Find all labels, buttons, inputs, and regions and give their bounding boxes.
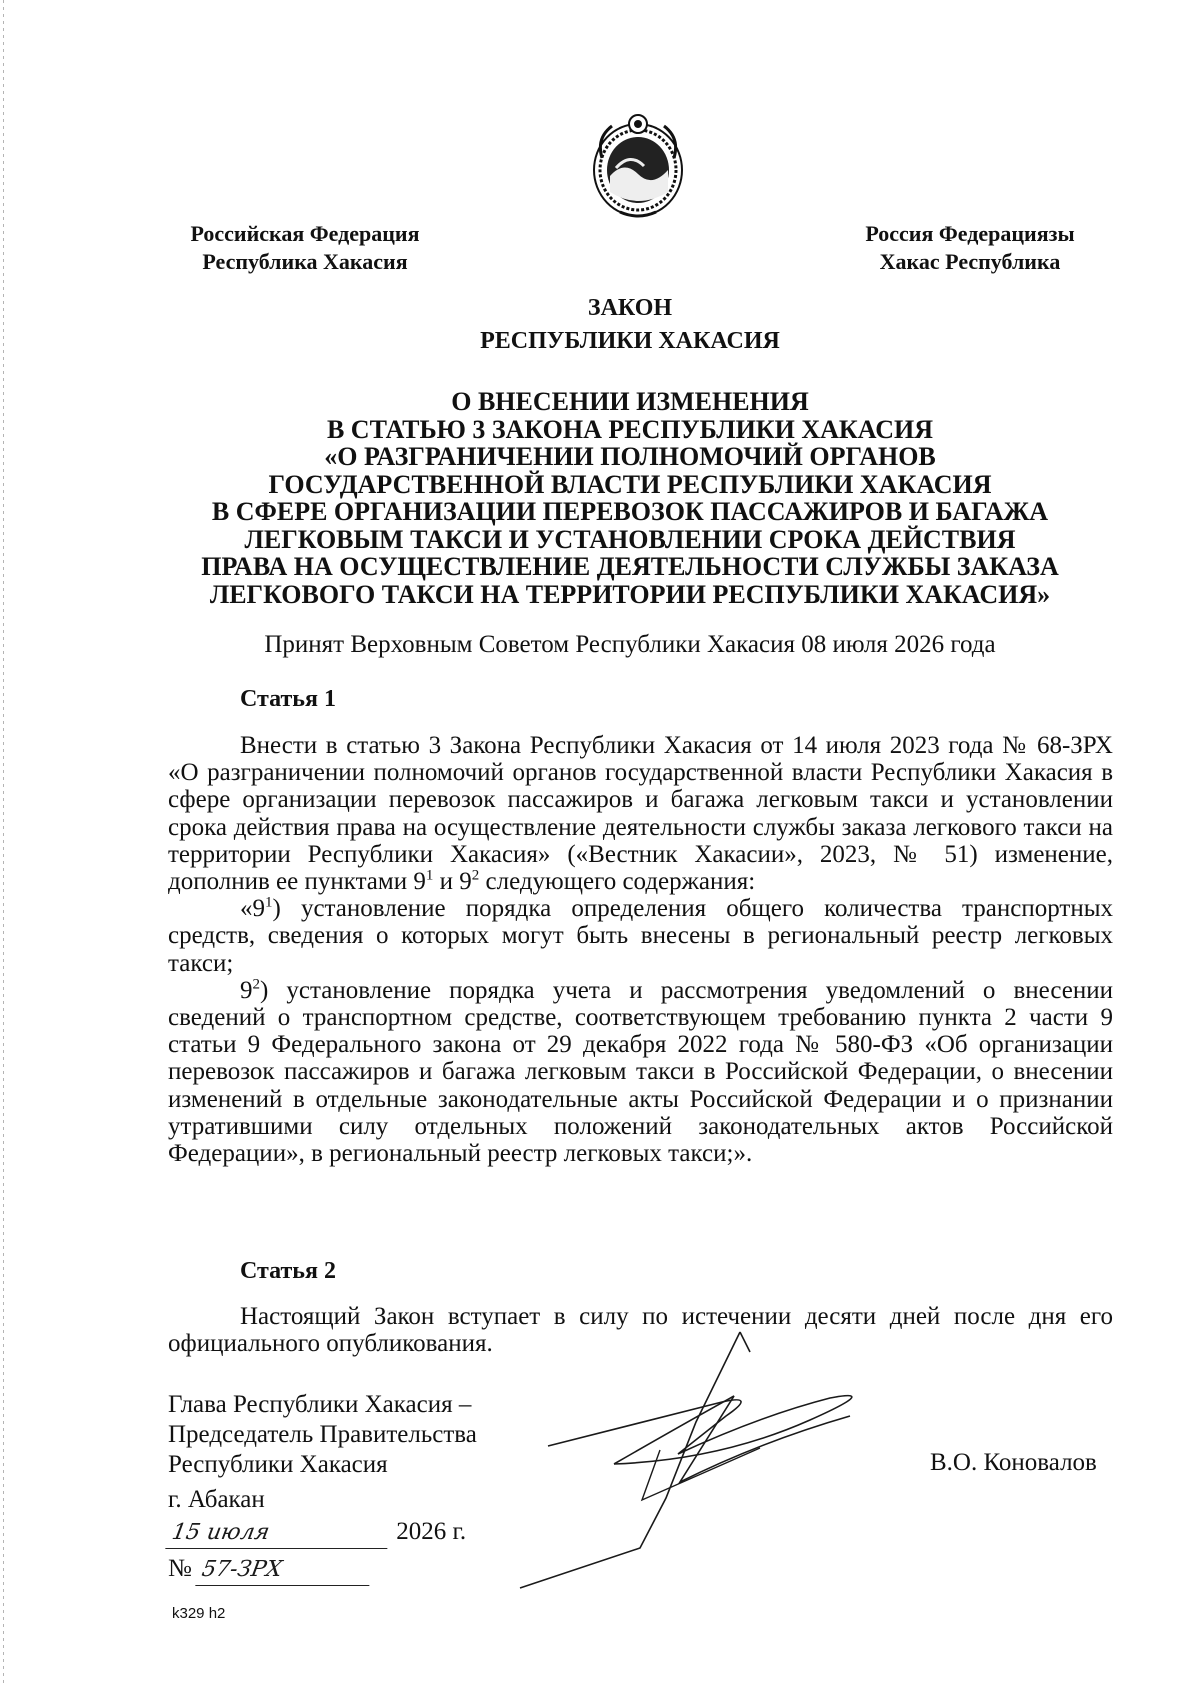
signing-year: 2026 г.: [396, 1518, 467, 1545]
handwritten-number: 57-ЗРХ: [195, 1555, 374, 1586]
header-right-line1: Россия Федерациязы: [865, 221, 1075, 246]
law-name-line: ЛЕГКОВЫМ ТАКСИ И УСТАНОВЛЕНИИ СРОКА ДЕЙСТВИЯ: [244, 524, 1016, 554]
handwritten-date: 15 июля: [165, 1518, 392, 1549]
number-prefix: №: [168, 1555, 192, 1582]
article-1-heading: Статья 1: [240, 686, 336, 712]
article-1-body: [168, 732, 1113, 1167]
place: г. Абакан: [168, 1486, 265, 1513]
law-title-line2: РЕСПУБЛИКИ ХАКАСИЯ: [480, 328, 780, 354]
signatory-line2: Председатель Правительства: [168, 1421, 477, 1448]
law-number: [168, 1554, 372, 1586]
law-name-line: В СФЕРЕ ОРГАНИЗАЦИИ ПЕРЕВОЗОК ПАССАЖИРОВ И БАГАЖА: [211, 497, 1049, 526]
header-left-line2: Республика Хакасия: [202, 249, 408, 274]
law-name-line: ЛЕГКОВОГО ТАКСИ НА ТЕРРИТОРИИ РЕСПУБЛИКИ ХАКАСИЯ»: [209, 579, 1051, 609]
adoption-note: Принят Верховным Советом Республики Хакасия 08 июля 2026 года: [264, 631, 996, 658]
article-1-item-9-1: «$9^1$) установление порядка определения общего количества транспортных средств, сведения о которых могут быть внесены в региональный реестр легковых такси;: [168, 894, 1113, 977]
article-1-intro: Внести в статью 3 Закона Республики Хакасия от 14 июля 2023 года № 68-ЗРХ «О разграничении полномочий органов государственной власти Республики Хакасия в сфере организации перевозок пассажиров и багажа легковым такси и установлении срока действия права на осуществление деятельности службы заказа легкового такси на территории Республики Хакасия» («Вестник Хакасии», 2023, № 51) изменение, дополнив ее пунктами $9^1$ и $9^2$ следующего содержания:: [168, 732, 1113, 896]
law-name-line: ГОСУДАРСТВЕННОЙ ВЛАСТИ РЕСПУБЛИКИ ХАКАСИЯ: [268, 469, 992, 499]
article-2-text: Настоящий Закон вступает в силу по истечении десяти дней после дня его официального опубликования.: [168, 1303, 1113, 1358]
law-name: [150, 388, 1110, 608]
handwritten-signature: [510, 1330, 910, 1590]
header-left-line1: Российская Федерация: [190, 221, 420, 246]
signing-date: [168, 1517, 466, 1549]
law-name-line: В СТАТЬЮ 3 ЗАКОНА РЕСПУБЛИКИ ХАКАСИЯ: [326, 414, 934, 444]
law-name-line: О ВНЕСЕНИИ ИЗМЕНЕНИЯ: [451, 387, 809, 416]
signatory-title: [168, 1390, 477, 1480]
header-right: [840, 220, 1100, 276]
law-name-line: ПРАВА НА ОСУЩЕСТВЛЕНИЕ ДЕЯТЕЛЬНОСТИ СЛУЖБЫ ЗАКАЗА: [201, 552, 1059, 581]
scan-edge-artifact: [3, 0, 4, 1686]
law-title: [150, 292, 1110, 358]
document-code: k329 h2: [172, 1605, 226, 1622]
khakassia-emblem-icon: [590, 108, 686, 220]
signatory-line1: Глава Республики Хакасия –: [168, 1391, 472, 1418]
law-title-line1: ЗАКОН: [587, 295, 673, 321]
article-1-item-9-2: $9^2$) установление порядка учета и рассмотрения уведомлений о внесении сведений о транспортном средстве, соответствующем требованию пункта 2 части 9 статьи 9 Федерального закона от 29 декабря 2022 года № 580-ФЗ «Об организации перевозок пассажиров и багажа легковым такси в Российской Федерации, о внесении изменений в отдельные законодательные акты Российской Федерации и о признании утратившими силу отдельных положений законодательных актов Российской Федерации», в региональный реестр легковых такси;».: [168, 976, 1113, 1168]
header-right-line2: Хакас Республика: [879, 249, 1061, 274]
header-left: [170, 220, 440, 276]
law-name-line: «О РАЗГРАНИЧЕНИИ ПОЛНОМОЧИЙ ОРГАНОВ: [324, 442, 936, 471]
signer-name: В.О. Коновалов: [930, 1449, 1097, 1476]
article-2-heading: Статья 2: [240, 1258, 336, 1284]
signatory-line3: Республики Хакасия: [168, 1451, 388, 1478]
